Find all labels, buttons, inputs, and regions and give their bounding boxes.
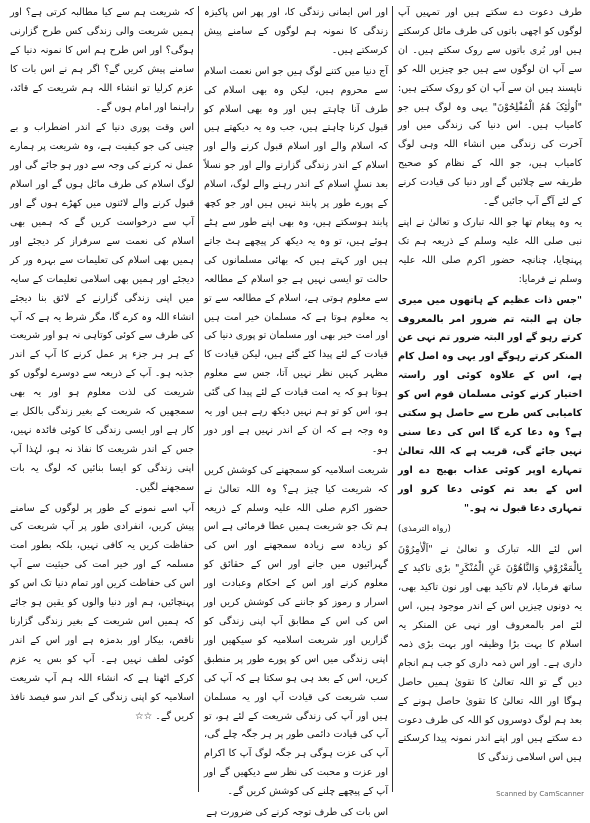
paragraph: اس بات کی طرف توجہ کرنے کی ضرورت ہے bbox=[206, 807, 388, 819]
paragraph: اس وقت پوری دنیا کے اندر اضطراب و بے چینی کی جو کیفیت ہے، وہ شریعت پر ہمارے عمل نہ کرنے کی وجہ سے دور ہو جائے گی اور لوگ اسلام کی طرف مائل ہوں گے اور اسلام قبول کرنے والے لائنوں میں کھڑے ہوں گے اور آپ سے درخواست کریں گے کہ ہمیں بھی اسلام کی نعمت سے سرفراز کر دیجئے اور ہمیں بھی اسلام کی تعلیمات سے بہرہ ور کر دیجئے اور ہمیں بھی اسلامی تعلیمات کے سایہ میں اپنی زندگی گزارنے کے لائق بنا دیجئے انشاء اللہ وہ کرے گا، مگر شرط یہ ہے کہ آپ کی طرف سے کوئی کوتاہی نہ ہو اور شریعت کے ہر ہر جزء پر عمل کرنے کا آپ کے اندر جذبہ ہو۔ آپ کے ذریعہ سے دوسرے لوگوں کو شریعت کی لذت معلوم ہو اور یہ بھی سمجھیں کہ شریعت کے بغیر زندگی بالکل بے کار ہے اور ایسی زندگی کا کوئی فائدہ نہیں، جس کے اندر شریعت کا نفاذ نہ ہو، لہٰذا آپ اپنی زندگی کو ایسا بنائیں کہ لوگ یہ بات سمجھنے لگیں۔ bbox=[10, 122, 194, 493]
hadith-reference: (رواہ الترمذی) bbox=[398, 524, 451, 535]
paragraph: اور اس ایمانی زندگی کا، اور پھر اس پاکیزہ زندگی کا نمونہ ہم لوگوں کے سامنے پیش کرسکتے ہیں۔ bbox=[204, 7, 388, 56]
scanner-watermark: Scanned by CamScanner bbox=[496, 790, 584, 798]
column-divider-left bbox=[198, 6, 199, 792]
text-column-left bbox=[10, 4, 194, 790]
hadith-quote: "جس ذات عظیم کے ہاتھوں میں میری جان ہے البتہ تم ضرور امر بالمعروف کرتے رہو گے اور البتہ ضرور تم نہی عن المنکر کرتے رہوگے اور یہی وہ اصل کام ہے، اس کے علاوہ کوئی اور راستہ اختیار کرنے کوئی مسلمان قوم اس کو کامیابی کس طرح سے حاصل ہو سکتی ہے؟ وہ دعا کرے گا اس کی دعا سنی نہیں جائے گی، قریب ہے کہ اللہ تعالیٰ تمہارے اوپر کوئی عذاب بھیج دے اور اس کے بعد تم کوئی دعا کرو اور تمہاری دعا قبول نہ ہو۔" bbox=[398, 294, 582, 514]
text-column-right bbox=[398, 4, 582, 790]
text-column-middle bbox=[204, 4, 388, 819]
paragraph: یہ وہ پیغام تھا جو اللہ تبارک و تعالیٰ نے اپنے نبی صلی اللہ علیہ وسلم کے ذریعہ ہم تک پہنچایا، چنانچہ حضور اکرم صلی اللہ علیہ وسلم نے فرمایا: bbox=[398, 216, 582, 285]
paragraph: شریعت اسلامیہ کو سمجھنے کی کوشش کریں کہ شریعت کیا چیز ہے؟ وہ اللہ تعالیٰ نے حضور اکرم صلی اللہ علیہ وسلم کے ذریعہ ہم تک جو شریعت ہمیں عطا فرمائی ہے اس کو زیادہ سے زیادہ سمجھنے اور اس کی گہرائیوں میں جانے اور اس کے حقائق کو معلوم کرنے اور اس کے احکام وعبادت اور اسرار و رموز کو جاننے کی کوشش کریں اور اس کی اس کے مطابق آپ اپنی زندگی کو گزاریں اور شریعت اسلامیہ کو سیکھیں اور اپنی زندگی میں اس کو پورے طور پر منطبق کریں، اس کے بعد ہی ہو سکتا ہے کہ آپ کی سب شریعت کی قیادت آپ اور یہ مسلمان ہیں اور آپ کی زندگی شریعت کے لئے ہو، تو آپ کی قیادت دائمی طور پر ہر جگہ چلے گی، آپ کی عزت ہوگی ہر جگہ لوگ آپ کا اکرام اور عزت و محبت کی نظر سے دیکھیں گے اور آپ کے پیچھے چلنے کی کوشش کریں گے۔ bbox=[204, 464, 388, 798]
paragraph: طرف دعوت دے سکتے ہیں اور تمہیں آپ لوگوں کو اچھی باتوں کی طرف مائل کرسکتے ہیں اور بُری باتوں سے روک سکتے ہیں۔ ان سے آپ ان لوگوں سے ہیں جو چیزیں اللہ کو ناپسند ہیں ان سے آپ ان کو روک سکتے ہیں: "اُولٰئِکَ ھُمُ الْمُفْلِحُوْنَ" یہی وہ لوگ ہیں جو کامیاب ہیں۔ اس دنیا کی زندگی میں اور آخرت کی زندگی میں انشاء اللہ وہی لوگ کامیاب ہیں، جو اللہ کے نظام کو صحیح طریقہ سے چلائیں گے اور دنیا کی قیادت کرنے کے لئے آگے آپ جائیں گے۔ bbox=[398, 7, 582, 208]
paragraph: آج دنیا میں کتنے لوگ ہیں جو اس نعمت اسلام سے محروم ہیں، لیکن وہ بھی اسلام کی طرف آنا چاہتے ہیں اور وہ بھی اسلام کو قبول کرنا چاہتے ہیں، جب وہ یہ دیکھتے ہیں کہ اسلام والے اور اسلام قبول کرنے والے اور اسلام کے اندر زندگی گزارنے والے اور جو نسلاً بعد نسلٍ اسلام کے اندر رہنے والے لوگ، اسلام کے پورے طور پر پابند نہیں ہیں اور جو کچھ پابند ہوسکتے ہیں، وہ بھی اپنے طور سے ہٹے ہوئے ہیں، تو وہ یہ دیکھ کر پیچھے ہٹ جاتے ہیں اور کہتے ہیں کہ بھائی مسلمانوں کی حالت تو ایسی نہیں ہے جو اسلام کے مطالعہ سے معلوم ہوتی ہے، اسلام کے مطالعہ سے تو یہ معلوم ہوتا ہے کہ مسلمان خیر امت ہیں اور امت خیر بھی اور مسلمان تو پوری دنیا کی قیادت کے لئے پیدا کئے گئے ہیں، لیکن قیادت کا مظہر کہیں نظر نہیں آتا، جس سے معلوم ہوتا ہو کہ یہ امت قیادت کے لئے پیدا کی گئی ہو، اس کو تو ہم نہیں دیکھ رہے ہیں اور یہ وہ وجہ ہے کہ ان کے اندر نہیں ہے اور دور ہو۔ bbox=[204, 65, 388, 455]
paragraph: آپ اسے نمونے کے طور پر لوگوں کے سامنے پیش کریں، انفرادی طور پر آپ شریعت کی حفاظت کریں یہ کافی نہیں، بلکہ بطور امت مسلمہ کے اور خیر امت کی حیثیت سے آپ اس کی حفاظت کریں اور تمام دنیا تک اس کو پہنچائیں، ہم اور دنیا والوں کو یقین ہو جائے کہ ہمیں اس شریعت کے بغیر زندگی گزارنا ناقص، بیکار اور بدمزہ ہے اور اس کے اندر کوئی لطف نہیں ہے۔ آپ کو بس یہ عزم کرکے اٹھنا ہے کہ انشاء اللہ ہم آپ شریعت اسلامیہ کو اپنی زندگی کے اندر سو فیصد نافذ کریں گے۔ ☆☆ bbox=[10, 502, 194, 722]
column-divider-right bbox=[392, 6, 393, 792]
paragraph: کہ شریعت ہم سے کیا مطالبہ کرتی ہے؟ اور ہمیں شریعت والی زندگی کس طرح گزارنی ہوگی؟ اور اس طرح ہم اس کا نمونہ دنیا کے سامنے پیش کریں گے؟ اگر ہم نے اس بات کا عزم کرلیا تو انشاء اللہ ہم شریعت کے قائد، راہنما اور امام ہوں گے۔ bbox=[10, 7, 194, 113]
paragraph: اس لئے اللہ تبارک و تعالیٰ نے "اَلْاٰمِرُوْنَ بِالْمَعْرُوْفِ وَالنَّاھُوْنَ عَنِ الْمُنْکَرِ" بڑی تاکید کے ساتھ فرمایا، لام تاکید بھی اور نون تاکید بھی، یہ دونوں چیزیں اس کے اندر موجود ہیں، اس لئے امر بالمعروف اور نہی عن المنکر یہ اسلام کا بہت بڑا وظیفہ اور بہت بڑی ذمہ داری ہے۔ اور اس ذمہ داری کو جب ہم انجام دیں گے تو اللہ تعالیٰ کا تقویٰ ہمیں حاصل ہوگا اور اللہ تعالیٰ کا تقویٰ حاصل ہونے کے بعد ہم لوگ دوسروں کو اللہ کی طرف دعوت دے سکتے ہیں اور اپنے اندر نمونہ پیدا کرسکتے ہیں اس اسلامی زندگی کا bbox=[398, 544, 582, 764]
